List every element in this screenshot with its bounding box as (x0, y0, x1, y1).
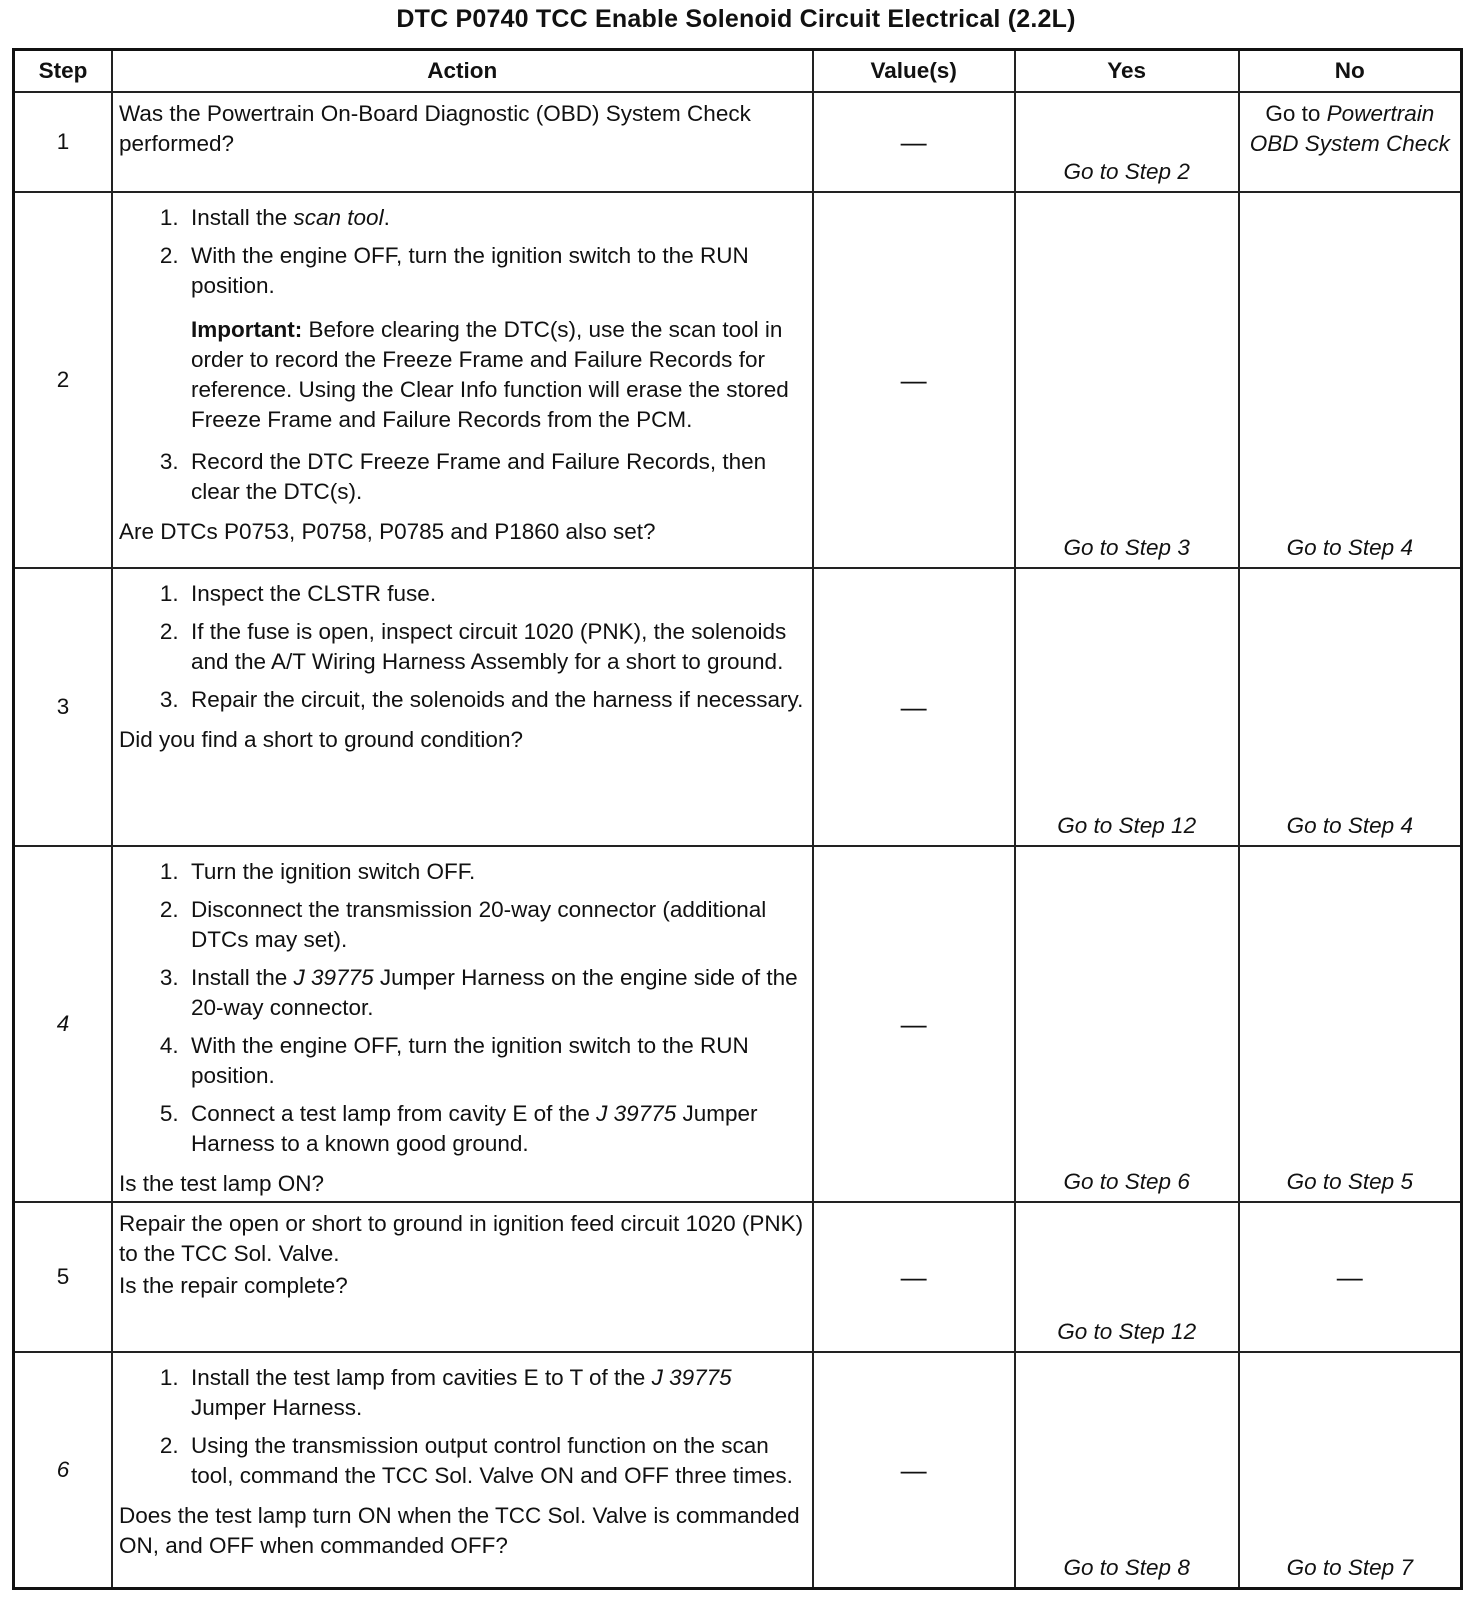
value-cell: — (813, 1352, 1015, 1588)
action-cell (112, 92, 813, 192)
yes-cell: Go to Step 2 (1015, 92, 1239, 192)
no-cell: Go to Step 7 (1239, 1352, 1462, 1588)
list-item: 1. Turn the ignition switch OFF. (185, 857, 804, 887)
list-item: 2. If the fuse is open, inspect circuit 1020 (PNK), the solenoids and the A/T Wiring Harness Assembly for a short to ground. (185, 617, 804, 677)
no-prefix: Go to (1265, 101, 1321, 126)
table-row (14, 1202, 1462, 1352)
document-title: DTC P0740 TCC Enable Solenoid Circuit Electrical (2.2L) (396, 5, 1076, 33)
action-text: Repair the open or short to ground in ignition feed circuit 1020 (PNK) to the TCC Sol. Valve. (118, 1211, 804, 1266)
step-number: 4 (14, 846, 112, 1202)
no-cell: Go to Step 4 (1239, 192, 1462, 568)
action-question: Is the repair complete? (118, 1273, 348, 1298)
action-cell (112, 192, 813, 568)
yes-cell: Go to Step 3 (1015, 192, 1239, 568)
value-cell: — (813, 192, 1015, 568)
list-item: 1. Install the scan tool. (185, 203, 804, 233)
header-yes: Yes (1015, 50, 1239, 93)
value-cell: — (813, 568, 1015, 846)
header-step: Step (14, 50, 112, 93)
value-cell: — (813, 92, 1015, 192)
header-no: No (1239, 50, 1462, 93)
yes-cell: Go to Step 8 (1015, 1352, 1239, 1588)
table-header-row (14, 50, 1462, 93)
yes-cell: Go to Step 12 (1015, 568, 1239, 846)
action-question: Is the test lamp ON? (118, 1171, 325, 1196)
table-row (14, 192, 1462, 568)
yes-cell: Go to Step 12 (1015, 1202, 1239, 1352)
no-cell: Go to Step 5 (1239, 846, 1462, 1202)
step-number: 1 (14, 92, 112, 192)
list-item: 3. Repair the circuit, the solenoids and the harness if necessary. (185, 685, 804, 715)
step-number: 6 (14, 1352, 112, 1588)
list-item: 2. With the engine OFF, turn the ignition switch to the RUN position. (185, 241, 804, 301)
step-number: 3 (14, 568, 112, 846)
no-reference: Powertrain OBD System Check (1249, 101, 1450, 156)
step-number: 5 (14, 1202, 112, 1352)
header-values: Value(s) (813, 50, 1015, 93)
list-item: 2. Disconnect the transmission 20-way connector (additional DTCs may set). (185, 895, 804, 955)
action-text: Was the Powertrain On-Board Diagnostic (OBD) System Check performed? (118, 101, 751, 156)
list-item: 5. Connect a test lamp from cavity E of the J 39775 Jumper Harness to a known good ground. (185, 1099, 804, 1159)
value-cell: — (813, 1202, 1015, 1352)
action-question: Does the test lamp turn ON when the TCC Sol. Valve is commanded ON, and OFF when commanded OFF? (118, 1503, 800, 1558)
important-note: Important: Before clearing the DTC(s), use the scan tool in order to record the Freeze Frame and Failure Records for reference. Using the Clear Info function will erase the stored Freeze Frame and Failure Records from the PCM. (190, 317, 789, 432)
diagnostic-table (12, 48, 1463, 1590)
list-item: 4. With the engine OFF, turn the ignition switch to the RUN position. (185, 1031, 804, 1091)
table-row (14, 846, 1462, 1202)
table-row (14, 92, 1462, 192)
table-row (14, 1352, 1462, 1588)
action-cell (112, 1352, 813, 1588)
action-question: Are DTCs P0753, P0758, P0785 and P1860 also set? (118, 519, 656, 544)
list-item: 3. Record the DTC Freeze Frame and Failure Records, then clear the DTC(s). (185, 447, 804, 507)
table-row (14, 568, 1462, 846)
yes-cell: Go to Step 6 (1015, 846, 1239, 1202)
list-item: 3. Install the J 39775 Jumper Harness on the engine side of the 20-way connector. (185, 963, 804, 1023)
no-cell: Go to Step 4 (1239, 568, 1462, 846)
header-action: Action (112, 50, 813, 93)
list-item: 2. Using the transmission output control function on the scan tool, command the TCC Sol. Valve ON and OFF three times. (185, 1431, 804, 1491)
list-item: 1. Inspect the CLSTR fuse. (185, 579, 804, 609)
action-cell (112, 1202, 813, 1352)
action-cell (112, 846, 813, 1202)
no-cell: — (1239, 1202, 1462, 1352)
list-item: 1. Install the test lamp from cavities E to T of the J 39775 Jumper Harness. (185, 1363, 804, 1423)
action-question: Did you find a short to ground condition? (118, 727, 523, 752)
step-number: 2 (14, 192, 112, 568)
value-cell: — (813, 846, 1015, 1202)
no-cell (1239, 92, 1462, 192)
action-cell (112, 568, 813, 846)
